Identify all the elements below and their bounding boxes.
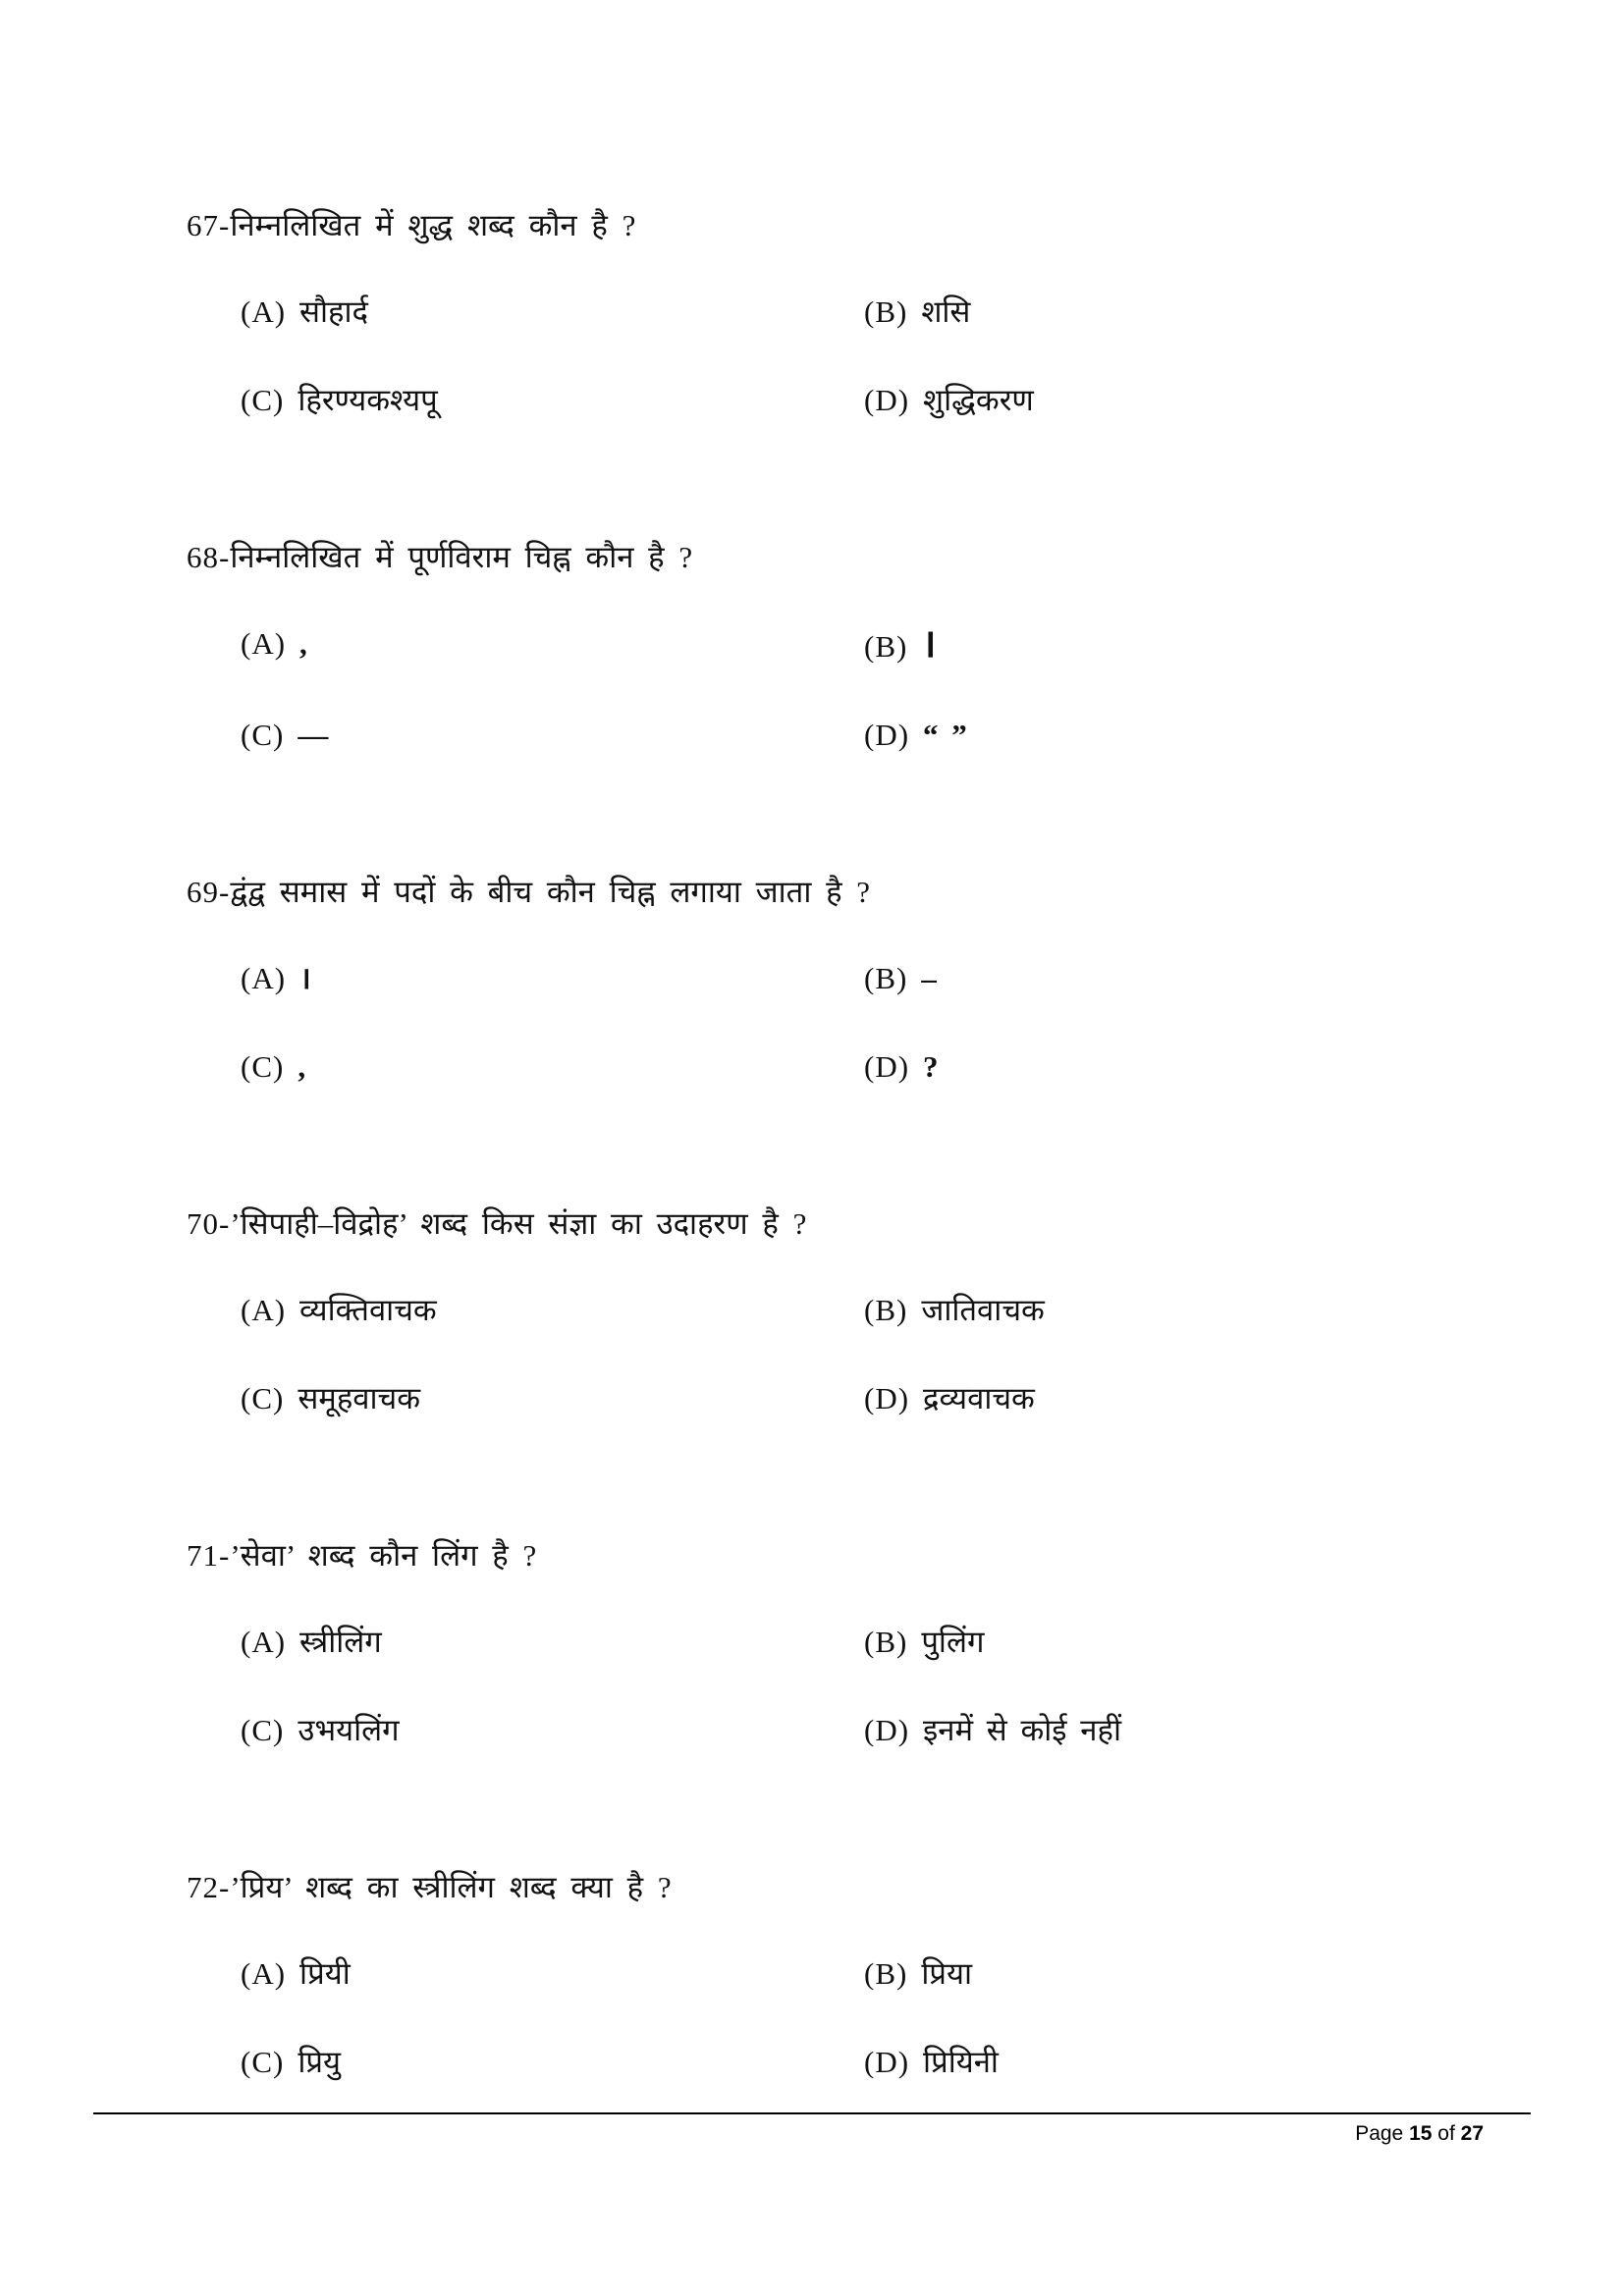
option-b (864, 621, 1506, 667)
options-row-1 (187, 293, 1506, 332)
option-text: । (299, 961, 311, 995)
question-line (187, 1536, 1506, 1575)
question-line (187, 538, 1506, 577)
option-b (864, 1291, 1506, 1330)
option-label: (A) (241, 294, 287, 329)
question-line (187, 1868, 1506, 1907)
option-text: प्रियु (298, 2045, 341, 2079)
option-a (241, 624, 864, 667)
option-a (241, 293, 864, 332)
option-text: पुलिंग (921, 1625, 985, 1659)
page-separator: of (1437, 2122, 1455, 2145)
page-indicator (93, 2114, 1531, 2146)
page-label: Page (1355, 2122, 1404, 2145)
question-number: 68- (187, 540, 231, 574)
option-text: शसि (921, 294, 971, 329)
options-row-2 (187, 2043, 1506, 2082)
option-d (864, 716, 1506, 755)
option-label: (B) (864, 629, 908, 664)
option-text: शुद्धिकरण (923, 383, 1034, 417)
option-label: (A) (241, 1956, 287, 1991)
options-row-2 (187, 716, 1506, 755)
question-72 (187, 1868, 1506, 2082)
option-c (241, 716, 864, 755)
question-number: 71- (187, 1538, 231, 1573)
option-d (864, 2043, 1506, 2082)
options-row-2 (187, 1711, 1506, 1750)
option-label: (D) (864, 1049, 910, 1084)
question-line (187, 206, 1506, 245)
option-label: (B) (864, 1625, 908, 1659)
option-c (241, 1711, 864, 1750)
option-text: प्रियिनी (923, 2045, 999, 2079)
option-text: प्रियी (299, 1956, 351, 1991)
option-label: (D) (864, 2045, 910, 2079)
option-text: व्यक्तिवाचक (299, 1293, 437, 1327)
question-text: ’सिपाही–विद्रोह’ शब्द किस संज्ञा का उदाहरण है ? (230, 1206, 807, 1241)
total-page-number: 27 (1460, 2122, 1484, 2145)
option-text: — (298, 718, 329, 752)
option-label: (A) (241, 1625, 287, 1659)
question-text: ’प्रिय’ शब्द का स्त्रीलिंग शब्द क्या है ? (230, 1870, 672, 1904)
question-line (187, 873, 1506, 912)
question-69 (187, 873, 1506, 1087)
option-d (864, 1047, 1506, 1087)
option-label: (B) (864, 961, 908, 995)
option-text: उभयलिंग (298, 1713, 400, 1747)
option-label: (C) (241, 383, 285, 417)
option-label: (B) (864, 1293, 908, 1327)
option-label: (C) (241, 718, 285, 752)
option-c (241, 1047, 864, 1087)
question-text: ’सेवा’ शब्द कौन लिंग है ? (230, 1538, 537, 1573)
option-label: (A) (241, 626, 287, 661)
option-d (864, 381, 1506, 420)
option-text: प्रिया (921, 1956, 973, 1991)
option-c (241, 1379, 864, 1418)
options-row-2 (187, 1379, 1506, 1418)
option-text: , (299, 626, 307, 661)
option-a (241, 959, 864, 998)
question-67 (187, 206, 1506, 420)
option-b (864, 293, 1506, 332)
option-text: । (921, 621, 937, 666)
question-70 (187, 1204, 1506, 1418)
options-row-1 (187, 1291, 1506, 1330)
option-d (864, 1711, 1506, 1750)
option-label: (C) (241, 1049, 285, 1084)
option-text: सौहार्द (299, 294, 368, 329)
option-label: (D) (864, 1381, 910, 1415)
option-label: (D) (864, 1713, 910, 1747)
options-row-1 (187, 621, 1506, 667)
option-c (241, 2043, 864, 2082)
options-row-1 (187, 1623, 1506, 1662)
question-71 (187, 1536, 1506, 1750)
option-label: (B) (864, 294, 908, 329)
option-text: – (921, 961, 937, 995)
question-68 (187, 538, 1506, 755)
option-label: (C) (241, 1381, 285, 1415)
option-label: (A) (241, 961, 287, 995)
question-number: 72- (187, 1870, 231, 1904)
option-d (864, 1379, 1506, 1418)
option-text: इनमें से कोई नहीं (923, 1713, 1121, 1747)
page-footer (93, 2112, 1531, 2146)
option-b (864, 1954, 1506, 1994)
option-label: (D) (864, 383, 910, 417)
question-text: निम्नलिखित में शुद्ध शब्द कौन है ? (230, 208, 636, 242)
option-label: (D) (864, 718, 910, 752)
option-a (241, 1623, 864, 1662)
option-label: (B) (864, 1956, 908, 1991)
options-row-2 (187, 381, 1506, 420)
option-text: द्रव्यवाचक (923, 1381, 1035, 1415)
option-text: “ ” (923, 718, 967, 752)
options-row-2 (187, 1047, 1506, 1087)
option-text: समूहवाचक (298, 1381, 421, 1415)
question-number: 70- (187, 1206, 231, 1241)
question-text: निम्नलिखित में पूर्णविराम चिह्न कौन है ? (230, 540, 693, 574)
options-row-1 (187, 959, 1506, 998)
option-b (864, 1623, 1506, 1662)
option-label: (C) (241, 2045, 285, 2079)
option-label: (C) (241, 1713, 285, 1747)
option-text: हिरण्यकश्यपू (298, 383, 438, 417)
option-a (241, 1291, 864, 1330)
option-label: (A) (241, 1293, 287, 1327)
question-text: द्वंद्व समास में पदों के बीच कौन चिह्न लगाया जाता है ? (230, 875, 871, 909)
option-text: , (298, 1049, 306, 1084)
current-page-number: 15 (1409, 2122, 1433, 2145)
question-number: 69- (187, 875, 231, 909)
option-text: जातिवाचक (921, 1293, 1045, 1327)
options-row-1 (187, 1954, 1506, 1994)
question-number: 67- (187, 208, 231, 242)
option-text: स्त्रीलिंग (299, 1625, 382, 1659)
option-a (241, 1954, 864, 1994)
option-b (864, 959, 1506, 998)
option-text: ? (923, 1049, 939, 1084)
question-line (187, 1204, 1506, 1244)
option-c (241, 381, 864, 420)
